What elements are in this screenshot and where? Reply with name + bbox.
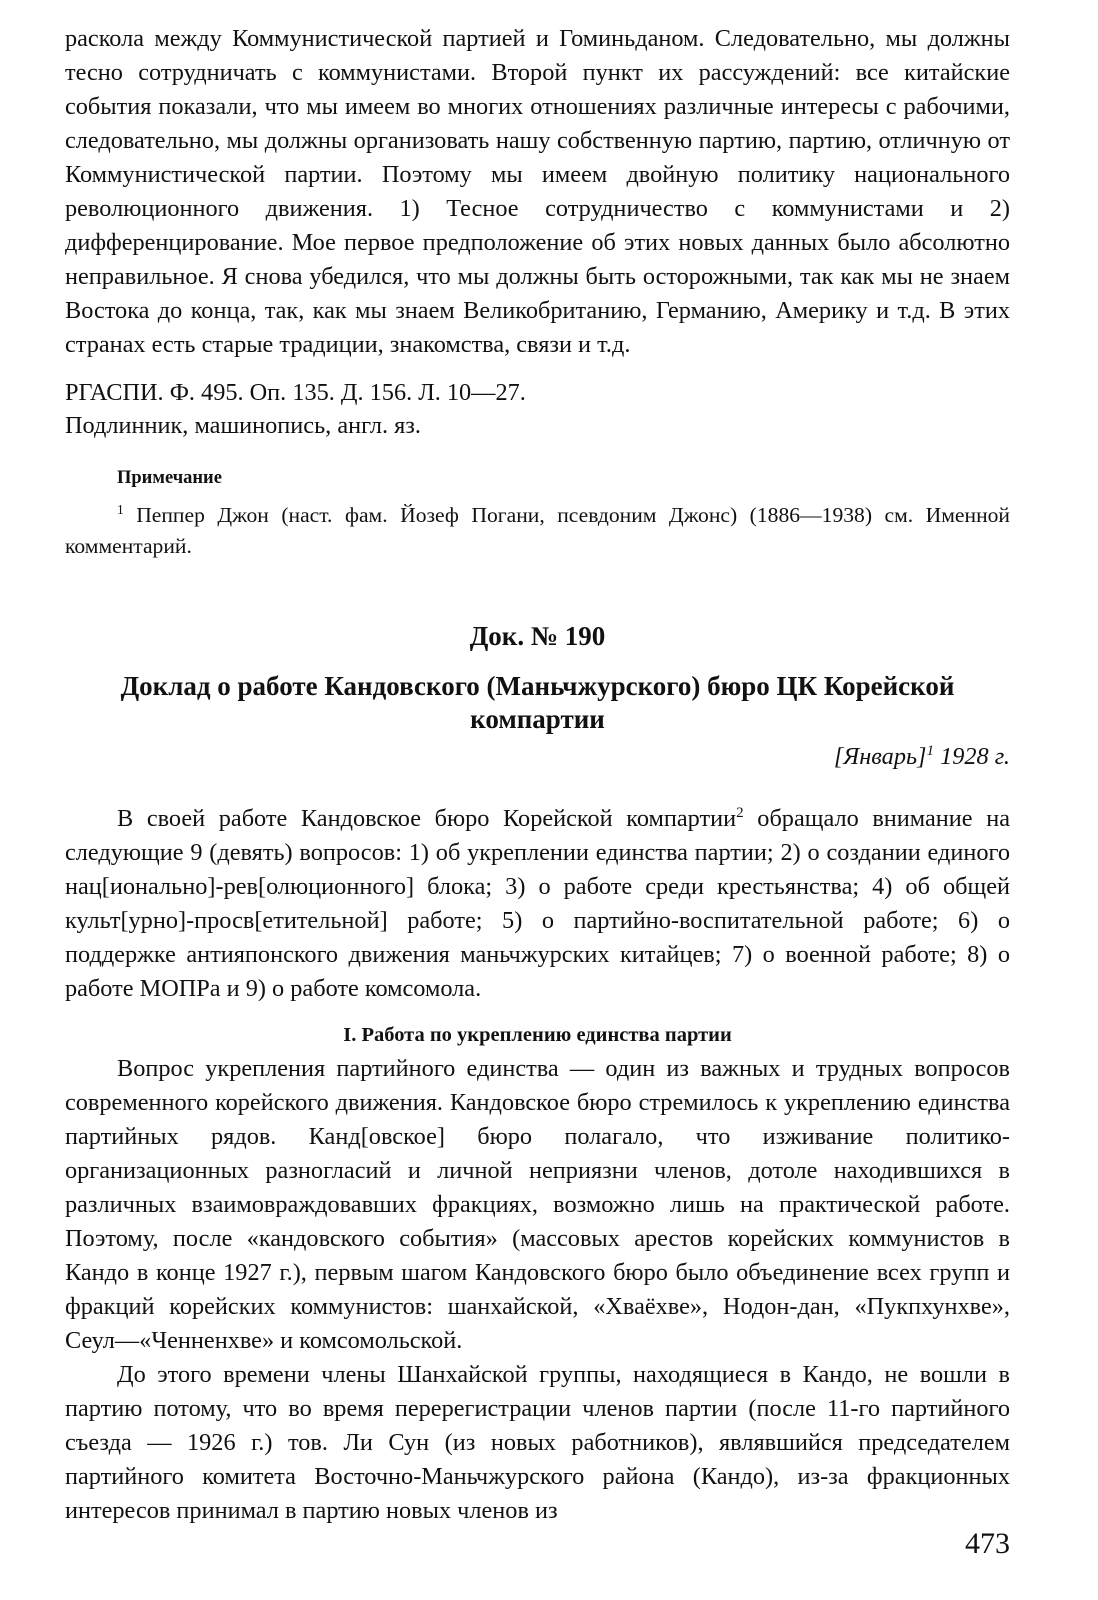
intro-paragraph-start: В своей работе Кандовское бюро Корейской компартии <box>117 805 737 832</box>
intro-footnote-marker: 2 <box>736 804 744 821</box>
document-number: Док. № 190 <box>469 621 606 651</box>
document-title: Доклад о работе Кандовского (Маньчжурского) бюро ЦК Корейской компартии <box>120 671 955 734</box>
footnote-text <box>65 500 1010 562</box>
archive-reference-line-2: Подлинник, машинопись, англ. яз. <box>65 412 421 439</box>
footnote-body: Пеппер Джон (наст. фам. Йозеф Погани, псевдоним Джонс) (1886—1938) см. Именной комментарий. <box>65 503 1010 558</box>
intro-paragraph-rest: обращало внимание на следующие 9 (девять) вопросов: 1) об укреплении единства партии; 2) о создании единого нац[ионально]-рев[олюционного] блока; 3) о работе среди крестьянства; 4) об общей культ[урно]-просв[етительной] работе; 5) о партийно-воспитательной работе; 6) о поддержке антияпонского движения маньчжурских китайцев; 7) о военной работе; 8) о работе МОПРа и 9) о работе комсомола. <box>65 805 1010 1002</box>
document-date-month: [Январь] <box>833 743 927 770</box>
document-date-footnote-marker: 1 <box>926 742 935 759</box>
page-number: 473 <box>965 1527 1010 1560</box>
section-heading: I. Работа по укреплению единства партии <box>343 1024 732 1046</box>
carryover-paragraph: раскола между Коммунистической партией и Гоминьданом. Следовательно, мы должны тесно сотрудничать с коммунистами. Второй пункт их рассуждений: все китайские события показали, что мы имеем во многих отношениях различные интересы с рабочими, следовательно, мы должны организовать нашу собственную партию, партию, отличную от Коммунистической партии. Поэтому мы имеем двойную политику национального революционного движения. 1) Тесное сотрудничество с коммунистами и 2) дифференцирование. Мое первое предположение об этих новых данных было абсолютно неправильное. Я снова убедился, что мы должны быть осторожными, так как мы не знаем Востока до конца, так, как мы знаем Великобританию, Германию, Америку и т.д. В этих странах есть старые традиции, знакомства, связи и т.д. <box>65 25 1010 358</box>
document-date-year: 1928 г. <box>934 743 1010 770</box>
document-date <box>65 740 1010 774</box>
body-paragraph-2: До этого времени члены Шанхайской группы, находящиеся в Кандо, не вошли в партию потому, что во время перерегистрации членов партии (после 11-го партийного съезда — 1926 г.) тов. Ли Сун (из новых работников), являвшийся председателем партийного комитета Восточно-Маньчжурского района (Кандо), из-за фракционных интересов принимал в партию новых членов из <box>65 1361 1010 1524</box>
footnote-marker: 1 <box>117 501 124 517</box>
archive-reference <box>65 376 1010 442</box>
book-page <box>65 22 1010 1528</box>
intro-paragraph <box>65 802 1010 1006</box>
archive-reference-line-1: РГАСПИ. Ф. 495. Оп. 135. Д. 156. Л. 10—27. <box>65 379 526 406</box>
body-paragraph-1: Вопрос укрепления партийного единства — один из важных и трудных вопросов современного корейского движения. Кандовское бюро стремилось к укреплению единства партийных рядов. Канд[овское] бюро полагало, что изживание политико-организационных разногласий и личной неприязни членов, дотоле находившихся в различных взаимовраждовавших фракциях, возможно лишь на практической работе. Поэтому, после «кандовского события» (массовых арестов корейских коммунистов в Кандо в конце 1927 г.), первым шагом Кандовского бюро было объединение всех групп и фракций корейских коммунистов: шанхайской, «Хваёхве», Нодон-дан, «Пукпхунхве», Сеул—«Ченненхве» и комсомольской. <box>65 1055 1010 1354</box>
note-heading: Примечание <box>117 468 222 488</box>
